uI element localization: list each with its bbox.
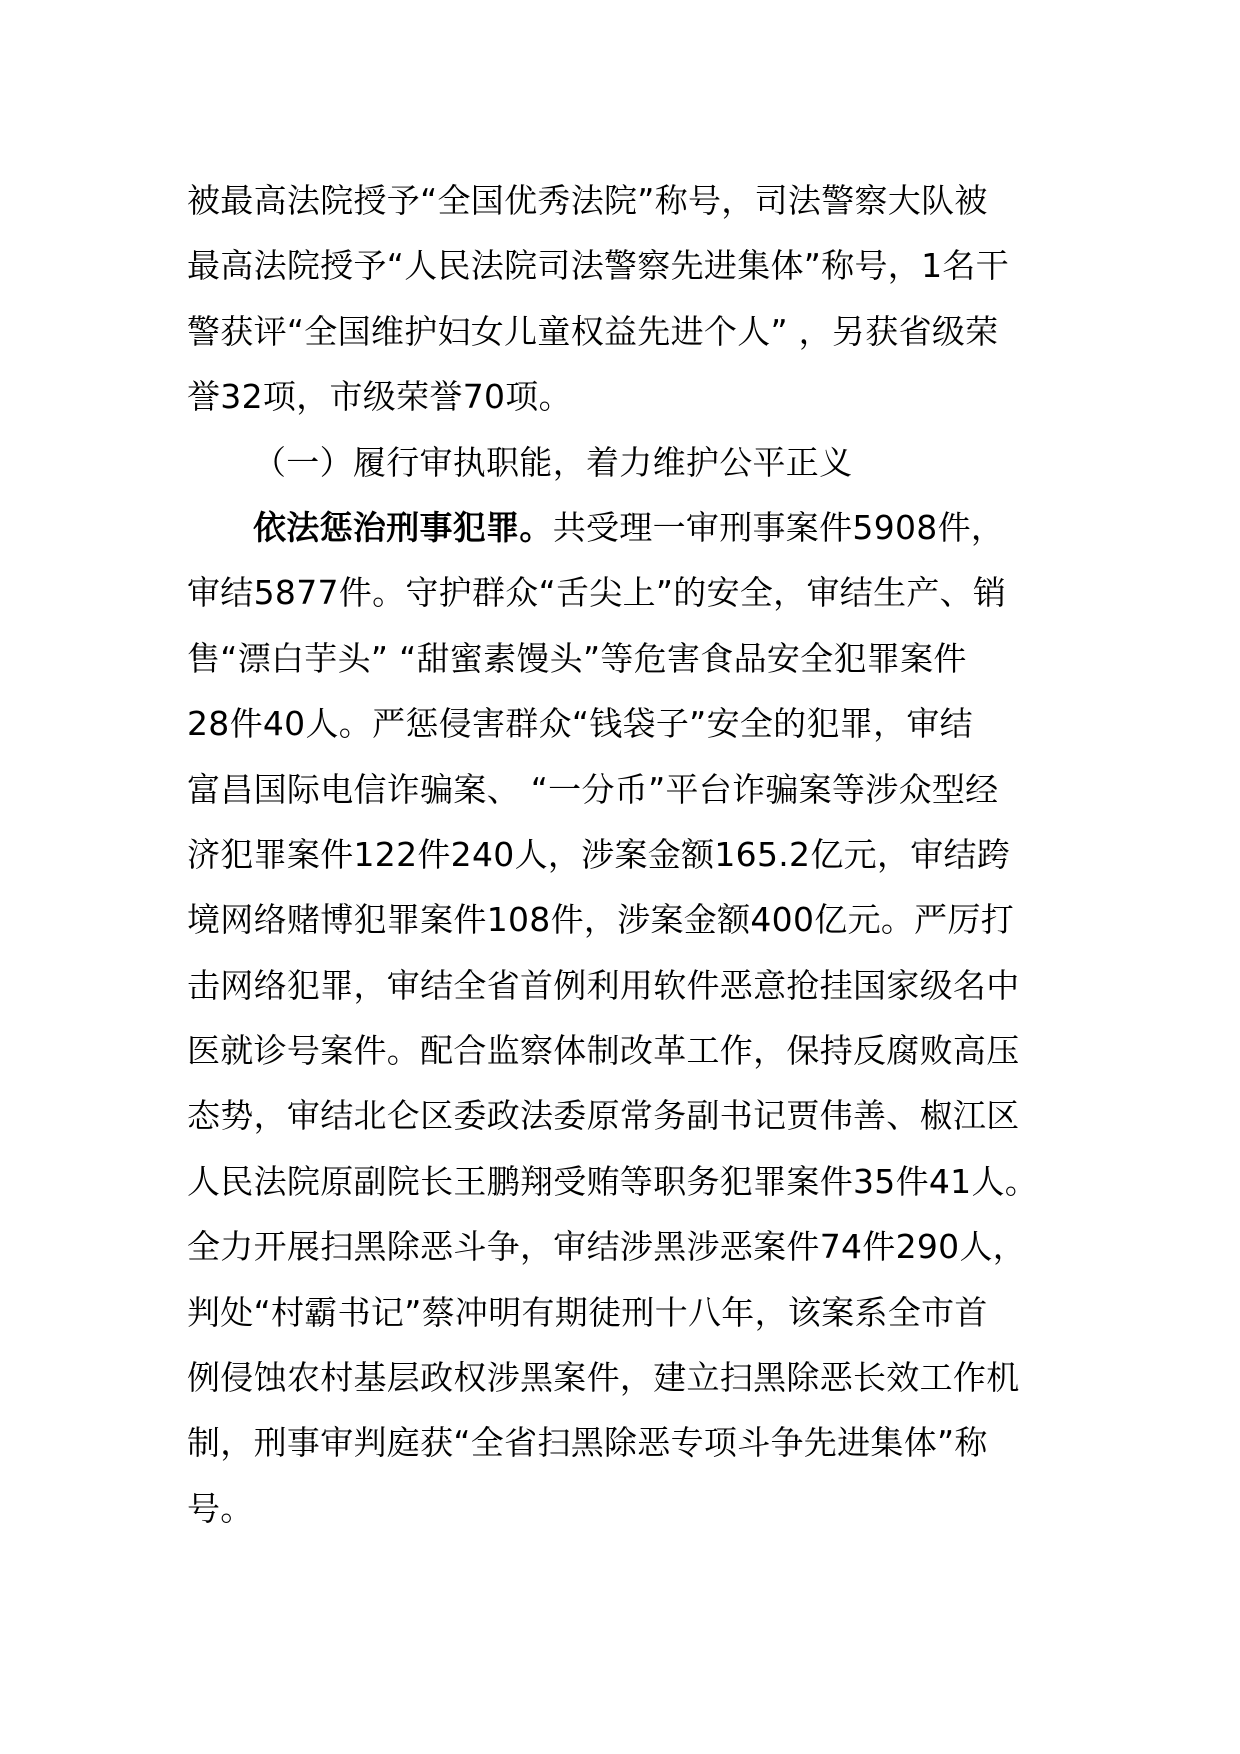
section-heading: （一）履行审执职能，着力维护公平正义 [253,442,853,482]
text-line: 号。 [187,1488,254,1528]
document-body [187,168,1087,1541]
text-line: 被最高法院授予“全国优秀法院”称号，司法警察大队被 [187,181,988,220]
text-line: 判处“村霸书记”蔡冲明有期徒刑十八年，该案系全市首 [187,1292,988,1332]
text-line: 警获评“全国维护妇女儿童权益先进个人” ，另获省级荣 [187,311,999,351]
text-line: 济犯罪案件122件240人，涉案金额165.2亿元，审结跨 [187,834,1011,874]
text-line: 境网络赌博犯罪案件108件，涉案金额400亿元。严厉打 [187,900,1015,940]
paragraph-criminal-justice [187,495,1087,1541]
text-line: 击网络犯罪，审结全省首例利用软件恶意抢挂国家级名中 [187,965,1020,1005]
text-line: 例侵蚀农村基层政权涉黑案件，建立扫黑除恶长效工作机 [187,1358,1020,1398]
text-line: 审结5877件。守护群众“舌尖上”的安全，审结生产、销 [187,573,1007,613]
paragraph-honors [187,168,1087,430]
text-line: 售“漂白芋头” “甜蜜素馒头”等危害食品安全犯罪案件 [187,638,967,678]
text-line: 医就诊号案件。配合监察体制改革工作，保持反腐败高压 [187,1031,1020,1071]
paragraph-lead-bold: 依法惩治刑事犯罪。 [253,507,553,547]
text-line: 富昌国际电信诈骗案、 “一分币”平台诈骗案等涉众型经 [187,769,999,809]
text-line: 最高法院授予“人民法院司法警察先进集体”称号，1名干 [187,246,1009,286]
text-line: 誉32项，市级荣誉70项。 [187,377,572,417]
text-line: 人民法院原副院长王鹏翔受贿等职务犯罪案件35件41人。 [187,1161,1039,1201]
first-line-rest: 共受理一审刑事案件5908件， [552,507,1005,547]
text-line: 态势，审结北仑区委政法委原常务副书记贾伟善、椒江区 [187,1096,1020,1136]
text-line-first [187,495,1087,560]
text-line: 全力开展扫黑除恶斗争，审结涉黑涉恶案件74件290人， [187,1227,1027,1267]
text-line: 28件40人。严惩侵害群众“钱袋子”安全的犯罪，审结 [187,704,973,744]
text-line: 制，刑事审判庭获“全省扫黑除恶专项斗争先进集体”称 [187,1423,988,1463]
